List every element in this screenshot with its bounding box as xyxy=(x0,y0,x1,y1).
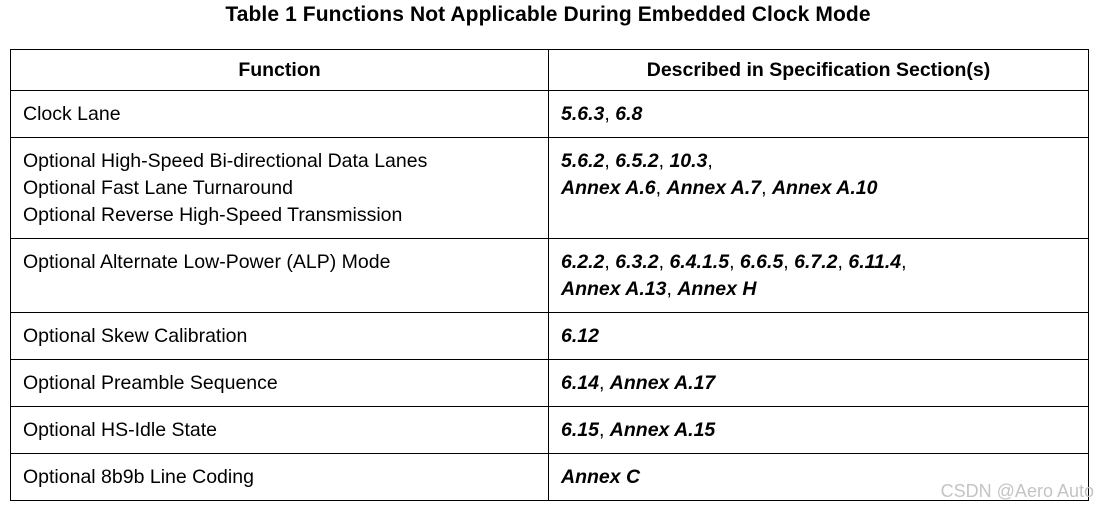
sections-cell xyxy=(549,407,1089,454)
section-refs-line: 6.2.2, 6.3.2, 6.4.1.5, 6.6.5, 6.7.2, 6.11.4, xyxy=(561,251,907,273)
function-cell xyxy=(11,360,549,407)
function-text: Clock Lane xyxy=(23,103,121,125)
functions-table xyxy=(10,49,1089,501)
section-ref: Annex C xyxy=(561,466,641,488)
section-ref: 6.7.2 xyxy=(794,251,838,273)
function-text: Optional Fast Lane Turnaround xyxy=(23,177,293,199)
function-text: Optional High-Speed Bi-directional Data Lanes xyxy=(23,150,428,172)
function-cell xyxy=(11,91,549,138)
sections-cell xyxy=(549,313,1089,360)
column-header-function: Function xyxy=(11,50,549,91)
section-ref: 6.3.2 xyxy=(615,251,659,273)
section-refs-line: 5.6.3, 6.8 xyxy=(561,103,643,125)
section-ref: 6.12 xyxy=(561,325,599,347)
section-ref: Annex A.10 xyxy=(771,177,878,199)
watermark: CSDN @Aero Auto xyxy=(940,481,1094,501)
section-ref: 10.3 xyxy=(669,150,708,172)
section-ref: 5.6.3 xyxy=(561,103,605,125)
section-refs-line: 5.6.2, 6.5.2, 10.3, xyxy=(561,150,713,172)
section-ref: Annex A.7 xyxy=(666,177,762,199)
column-header-sections: Described in Specification Section(s) xyxy=(549,50,1089,91)
section-ref: Annex H xyxy=(677,278,757,300)
section-ref: Annex A.6 xyxy=(561,177,656,199)
section-ref: 6.8 xyxy=(615,103,643,125)
section-ref: 5.6.2 xyxy=(561,150,605,172)
function-text: Optional Alternate Low-Power (ALP) Mode xyxy=(23,251,391,273)
section-refs-line xyxy=(561,323,1076,350)
function-cell xyxy=(11,454,549,501)
section-refs-line: 6.14, Annex A.17 xyxy=(561,372,716,394)
section-ref: 6.5.2 xyxy=(615,150,659,172)
section-ref: Annex A.17 xyxy=(609,372,716,394)
table-caption: Table 1 Functions Not Applicable During Embedded Clock Mode xyxy=(225,3,871,26)
section-refs-line: 6.15, Annex A.15 xyxy=(561,419,716,441)
table-row xyxy=(11,239,1089,313)
sections-cell xyxy=(549,360,1089,407)
section-refs-line: Annex A.13, Annex H xyxy=(561,278,757,300)
section-ref: 6.14 xyxy=(561,372,599,394)
function-text: Optional HS-Idle State xyxy=(23,419,218,441)
sections-cell xyxy=(549,91,1089,138)
section-ref: 6.6.5 xyxy=(739,251,784,273)
table-header xyxy=(11,50,1089,91)
sections-cell xyxy=(549,138,1089,239)
function-cell xyxy=(11,407,549,454)
section-ref: 6.4.1.5 xyxy=(669,251,730,273)
table-row xyxy=(11,407,1089,454)
function-cell xyxy=(11,239,549,313)
section-ref: 6.11.4 xyxy=(848,251,902,273)
sections-cell xyxy=(549,239,1089,313)
function-text: Optional Reverse High-Speed Transmission xyxy=(23,204,403,226)
header-row xyxy=(11,50,1089,91)
function-cell xyxy=(11,313,549,360)
section-refs-line: Annex A.6, Annex A.7, Annex A.10 xyxy=(561,177,878,199)
section-ref: 6.2.2 xyxy=(561,251,605,273)
function-text: Optional Skew Calibration xyxy=(23,325,248,347)
table-row xyxy=(11,313,1089,360)
section-ref: Annex A.13 xyxy=(561,278,667,300)
table-row xyxy=(11,91,1089,138)
function-cell xyxy=(11,138,549,239)
section-ref: 6.15 xyxy=(561,419,599,441)
table-body xyxy=(11,91,1089,501)
function-text: Optional 8b9b Line Coding xyxy=(23,466,254,488)
table-row xyxy=(11,360,1089,407)
function-text: Optional Preamble Sequence xyxy=(23,372,278,394)
table-row xyxy=(11,138,1089,239)
table-row xyxy=(11,454,1089,501)
section-ref: Annex A.15 xyxy=(609,419,716,441)
